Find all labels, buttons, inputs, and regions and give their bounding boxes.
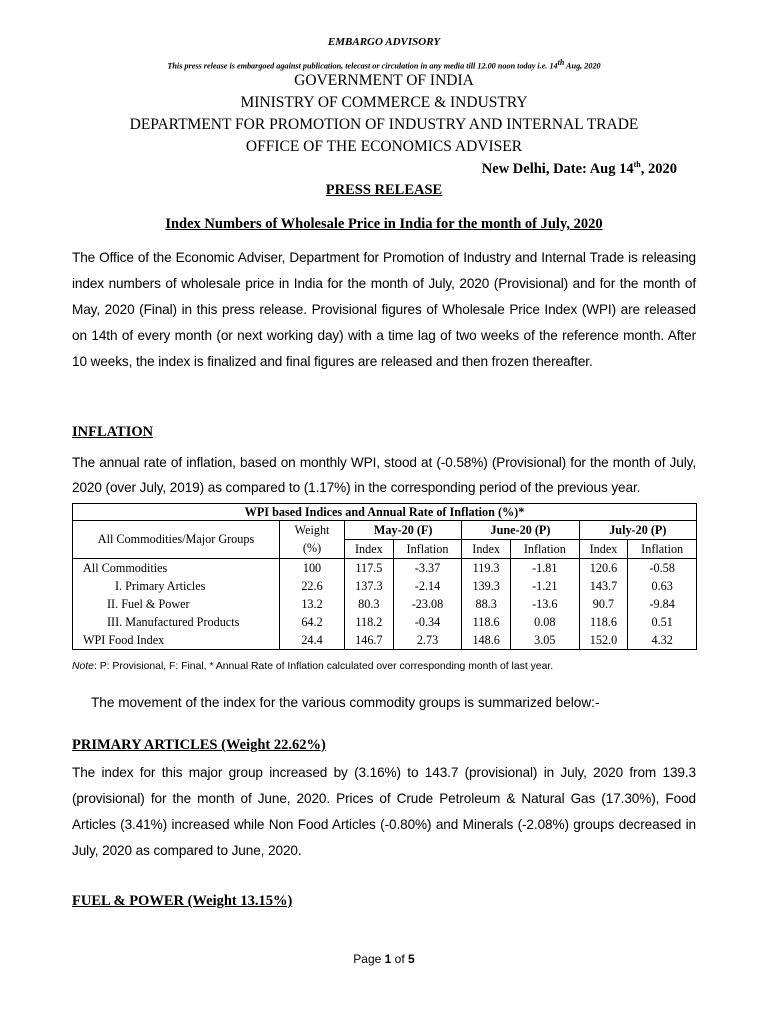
footer-of-word: of — [394, 952, 405, 966]
cell: -2.14 — [393, 577, 462, 595]
cell: -0.34 — [393, 613, 462, 631]
cell: 152.0 — [579, 631, 628, 650]
embargo-title: EMBARGO ADVISORY — [327, 36, 441, 48]
cell: -1.81 — [511, 559, 580, 578]
cell: -23.08 — [393, 595, 462, 613]
sub-header-inflation: Inflation — [628, 540, 697, 559]
movement-text: The movement of the index for the various commodity groups is summarized below:- — [91, 695, 600, 710]
inflation-heading: INFLATION — [72, 424, 154, 440]
cell: 118.6 — [579, 613, 628, 631]
row-weight: 13.2 — [280, 595, 345, 613]
cell: 139.3 — [462, 577, 511, 595]
table-note-label: Note — [72, 661, 94, 672]
primary-text: The index for this major group increased by (3.16%) to 143.7 (provisional) in July, 2020 from 139.3 (provisional) for the month of June, 2020. Prices of Crude Petroleum & Natural Gas (17.30%), Food Articles (3.41%) increased while Non Food Articles (-0.80%) and Minerals (-2.08%) groups decreased in July, 2020 as compared to June, 2020. — [72, 765, 696, 858]
embargo-note-text: This press release is embargoed against publication, telecast or circulation in any media till 12.00 noon today i.e. 14 — [167, 61, 558, 71]
table-title: WPI based Indices and Annual Rate of Inflation (%)* — [73, 504, 697, 521]
press-release-title: PRESS RELEASE — [325, 182, 443, 198]
table-row — [73, 613, 697, 631]
intro-text: The Office of the Economic Adviser, Department for Promotion of Industry and Internal Trade is releasing index numbers of wholesale price in India for the month of July, 2020 (Provisional) and for the month of May, 2020 (Final) in this press release. Provisional figures of Wholesale Price Index (WPI) are released on 14th of every month (or next working day) with a time lag of two weeks of the reference month. After 10 weeks, the index is finalized and final figures are released and then frozen thereafter. — [72, 250, 696, 369]
cell: 0.63 — [628, 577, 697, 595]
row-name: All Commodities — [73, 559, 280, 578]
cell: 120.6 — [579, 559, 628, 578]
cell: 118.2 — [345, 613, 394, 631]
cell: 0.51 — [628, 613, 697, 631]
header-department: DEPARTMENT FOR PROMOTION OF INDUSTRY AND INTERNAL TRADE — [129, 116, 639, 133]
cell: 143.7 — [579, 577, 628, 595]
row-weight: 22.6 — [280, 577, 345, 595]
cell: -9.84 — [628, 595, 697, 613]
col-header-june: June-20 (P) — [462, 521, 579, 540]
table-note-text: : P: Provisional, F: Final, * Annual Rate of Inflation calculated over corresponding month of last year. — [93, 661, 554, 672]
page-footer — [0, 952, 768, 966]
sub-header-inflation: Inflation — [393, 540, 462, 559]
header-government: GOVERNMENT OF INDIA — [294, 72, 474, 89]
cell: 148.6 — [462, 631, 511, 650]
cell: 2.73 — [393, 631, 462, 650]
col-header-weight-unit: (%) — [280, 540, 345, 559]
row-weight: 100 — [280, 559, 345, 578]
primary-heading: PRIMARY ARTICLES (Weight 22.62%) — [72, 737, 326, 753]
embargo-note-sup: th — [557, 58, 565, 67]
col-header-may: May-20 (F) — [345, 521, 462, 540]
wpi-table — [72, 503, 697, 650]
row-weight: 64.2 — [280, 613, 345, 631]
subject-heading: Index Numbers of Wholesale Price in India for the month of July, 2020 — [165, 216, 603, 232]
footer-page-total: 5 — [408, 952, 415, 966]
cell: 137.3 — [345, 577, 394, 595]
header-office: OFFICE OF THE ECONOMICS ADVISER — [245, 138, 523, 155]
cell: -13.6 — [511, 595, 580, 613]
row-weight: 24.4 — [280, 631, 345, 650]
cell: 90.7 — [579, 595, 628, 613]
col-header-july: July-20 (P) — [579, 521, 696, 540]
col-header-groups: All Commodities/Major Groups — [73, 521, 280, 559]
cell: -1.21 — [511, 577, 580, 595]
table-row — [73, 631, 697, 650]
intro-paragraph — [72, 245, 696, 375]
table-row — [73, 595, 697, 613]
table-row — [73, 559, 697, 578]
cell: 146.7 — [345, 631, 394, 650]
inflation-paragraph — [72, 450, 696, 500]
row-name: III. Manufactured Products — [73, 613, 280, 631]
cell: 0.08 — [511, 613, 580, 631]
dateline-text: New Delhi, Date: Aug 14 — [481, 160, 634, 177]
embargo-note — [0, 58, 768, 71]
header-ministry: MINISTRY OF COMMERCE & INDUSTRY — [240, 94, 528, 111]
cell: 4.32 — [628, 631, 697, 650]
footer-page-number: 1 — [384, 952, 392, 966]
inflation-text: The annual rate of inflation, based on monthly WPI, stood at (-0.58%) (Provisional) for the month of July, 2020 (over July, 2019) as compared to (1.17%) in the corresponding period of the previous year. — [72, 455, 696, 495]
primary-paragraph — [72, 760, 696, 864]
cell: 119.3 — [462, 559, 511, 578]
table-row — [73, 577, 697, 595]
sub-header-index: Index — [462, 540, 511, 559]
dateline-year: , 2020 — [640, 160, 677, 177]
row-name: II. Fuel & Power — [73, 595, 280, 613]
col-header-weight: Weight — [280, 521, 345, 540]
cell: 80.3 — [345, 595, 394, 613]
dateline-sup: th — [633, 160, 641, 169]
table-note — [72, 661, 553, 672]
cell: 88.3 — [462, 595, 511, 613]
row-name: I. Primary Articles — [73, 577, 280, 595]
fuel-heading: FUEL & POWER (Weight 13.15%) — [72, 893, 293, 909]
sub-header-index: Index — [579, 540, 628, 559]
embargo-note-date: Aug, 2020 — [564, 61, 601, 71]
sub-header-inflation: Inflation — [511, 540, 580, 559]
row-name: WPI Food Index — [73, 631, 280, 650]
footer-page-word: Page — [353, 952, 382, 966]
cell: 3.05 — [511, 631, 580, 650]
cell: 117.5 — [345, 559, 394, 578]
cell: 118.6 — [462, 613, 511, 631]
cell: -0.58 — [628, 559, 697, 578]
sub-header-index: Index — [345, 540, 394, 559]
dateline — [482, 160, 677, 178]
cell: -3.37 — [393, 559, 462, 578]
